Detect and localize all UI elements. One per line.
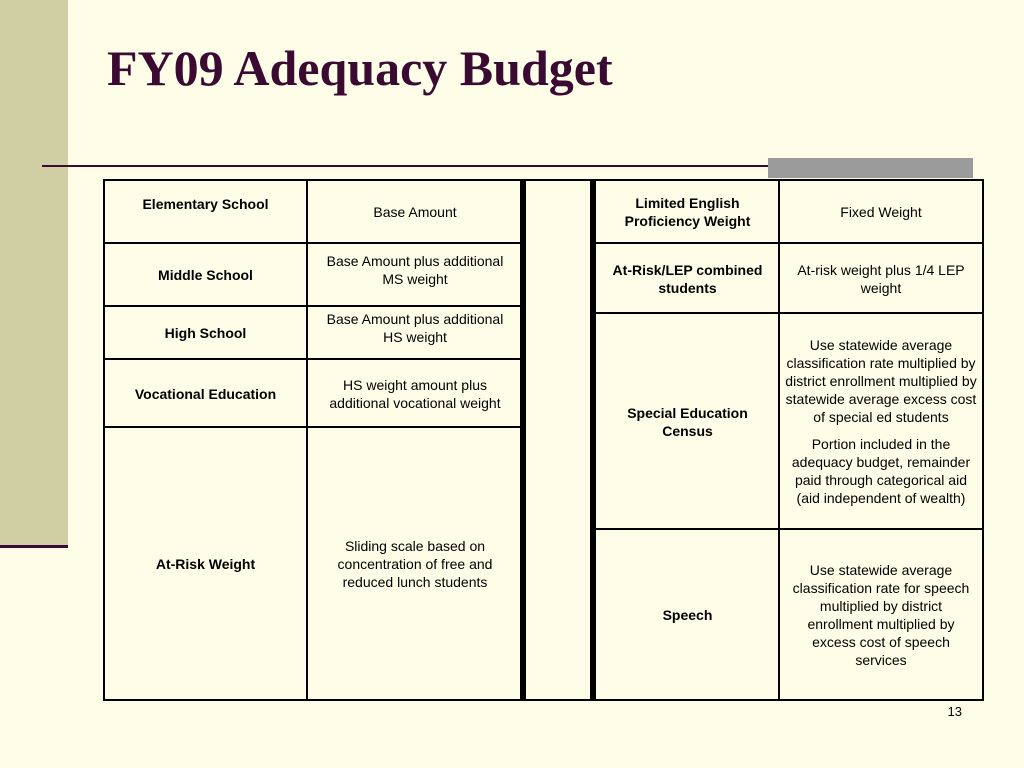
table-cell-category: Vocational Education <box>134 385 277 402</box>
decorative-side-band <box>0 0 68 545</box>
table-border <box>982 179 984 701</box>
table-cell-category: Speech <box>662 607 713 623</box>
table-border <box>103 242 523 244</box>
special-ed-description: Use statewide average classification rate multiplied by district enrollment multiplied by statewide average excess cost of special ed students <box>785 337 977 425</box>
table-cell-category: At-Risk/LEP combined students <box>612 261 763 296</box>
table-cell-description: Sliding scale based on concentration of free and reduced lunch students <box>337 538 493 590</box>
table-cell-description: Use statewide average classification rate for speech multiplied by district enrollment multiplied by excess cost of speech services <box>792 562 970 668</box>
table-border <box>593 242 984 244</box>
table-border <box>103 179 984 181</box>
slide-title: FY09 Adequacy Budget <box>107 40 613 96</box>
table-border <box>593 312 984 314</box>
table-border <box>103 305 523 307</box>
table-cell-description: Base Amount plus additional HS weight <box>326 311 504 345</box>
table-border <box>103 699 984 701</box>
table-cell-category: At-Risk Weight <box>155 556 256 572</box>
table-cell-description: Fixed Weight <box>840 204 922 220</box>
page-number: 13 <box>947 704 962 719</box>
table-cell-category: Special Education Census <box>627 404 748 439</box>
table-cell-category: Limited English Proficiency Weight <box>624 195 751 229</box>
table-border <box>778 179 780 701</box>
table-cell-category: Elementary School <box>142 196 269 212</box>
table-cell-description: At-risk weight plus 1/4 LEP weight <box>797 261 965 296</box>
table-cell-description <box>780 314 982 529</box>
table-cell-category: Middle School <box>158 267 253 283</box>
table-cell-description: HS weight amount plus additional vocational weight <box>329 376 501 411</box>
table-border-thick <box>520 179 526 701</box>
table-border <box>306 179 308 701</box>
table-cell-category: High School <box>164 325 247 341</box>
side-band-underline <box>0 545 68 548</box>
table-border <box>103 358 523 360</box>
special-ed-note: Portion included in the adequacy budget, remainder paid through categorical aid (aid independent of wealth) <box>791 436 971 506</box>
table-border <box>103 426 523 428</box>
table-cell-description: Base Amount plus additional MS weight <box>326 253 504 287</box>
table-cell-description: Base Amount <box>373 204 457 220</box>
divider-accent-block <box>768 158 973 178</box>
table-border <box>103 179 105 701</box>
table-border <box>593 528 984 530</box>
table-border-thick <box>590 179 596 701</box>
